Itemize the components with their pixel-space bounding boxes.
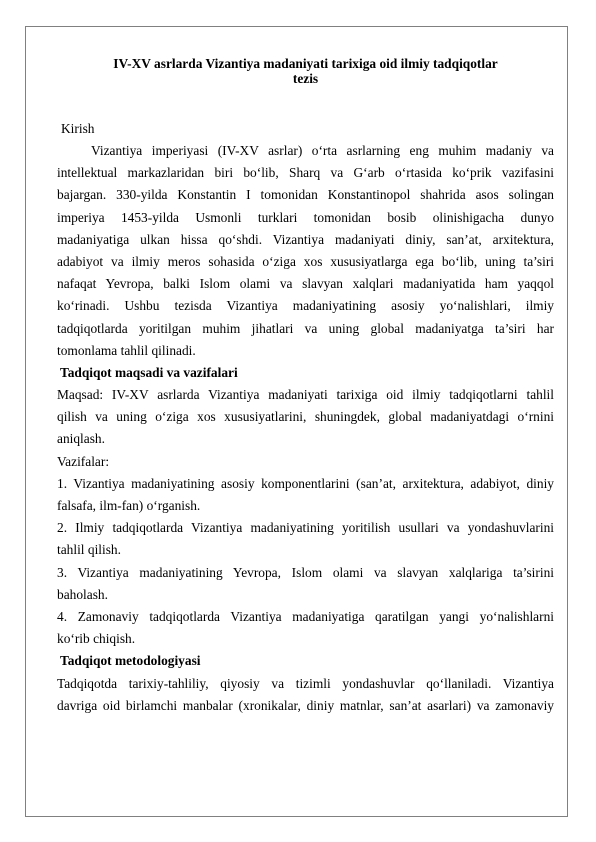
intro-line: imperiya 1453-yilda Usmonli turklari tomonidan bosib olinishigacha dunyo [57,209,554,225]
intro-line: ko‘rinadi. Ushbu tezisda Vizantiya madaniyatining asosiy yo‘nalishlari, ilmiy [57,298,554,314]
task-line: tahlil qilish. [57,542,121,558]
goal-line: Maqsad: IV-XV asrlarda Vizantiya madaniyati tarixiga oid ilmiy tadqiqotlarni tahlil [57,387,554,403]
document-body [57,55,554,717]
method-paragraph [57,673,554,717]
tasks-list [57,473,554,651]
method-line: davriga oid birlamchi manbalar (xronikalar, diniy matnlar, san’at asarlari) va zamonaviy [57,697,554,713]
tasks-label: Vazifalar: [57,453,110,469]
task-line: 2. Ilmiy tadqiqotlarda Vizantiya madaniyatining yoritilish usullari va yondashuvlarini [57,520,554,536]
intro-line: madaniyatiga ulkan hissa qo‘shdi. Vizantiya madaniyati diniy, san’at, arxitektura, [57,231,554,247]
task-line: baholash. [57,586,108,602]
intro-line: Vizantiya imperiyasi (IV-XV asrlar) o‘rta asrlarning eng muhim madaniy va [91,143,554,158]
goal-line: qilish va uning o‘ziga xos xususiyatlarini, shuningdek, global madaniyatdagi o‘rnini [57,409,554,425]
goal-line: aniqlash. [57,431,105,447]
intro-paragraph [57,140,554,362]
task-line: ko‘rib chiqish. [57,631,136,647]
goals-paragraph [57,384,554,451]
method-line: Tadqiqotda tarixiy-tahliliy, qiyosiy va tizimli yondashuvlar qo‘llaniladi. Vizantiya [57,675,554,691]
task-line: 1. Vizantiya madaniyatining asosiy komponentlarini (san’at, arxitektura, adabiyot, diniy [57,475,554,491]
task-line: falsafa, ilm-fan) o‘rganish. [57,498,201,513]
goals-heading: Tadqiqot maqsadi va vazifalari [60,364,238,380]
intro-line: bajargan. 330-yilda Konstantin I tomonidan Konstantinopol shahrida asos solingan [57,187,554,203]
intro-line: tomonlama tahlil qilinadi. [57,342,196,358]
intro-line: nafaqat Yevropa, balki Islom olami va slavyan xalqlari madaniyatida ham yaqqol [57,276,554,292]
document-title: IV-XV asrlarda Vizantiya madaniyati tarixiga oid ilmiy tadqiqotlar [113,56,498,71]
kirish-heading: Kirish [61,121,95,136]
intro-line: adabiyot va ilmiy meros sohasida o‘ziga xos xususiyatlarga ega bo‘lib, uning ta’siri [57,253,554,269]
document-subtitle: tezis [292,71,319,86]
task-line: 3. Vizantiya madaniyatining Yevropa, Islom olami va slavyan xalqlariga ta’sirini [57,564,554,580]
intro-line: tadqiqotlarda yoritilgan muhim jihatlari va uning global madaniyatga ta’siri har [57,320,554,336]
intro-line: intellektual markazlaridan biri bo‘lib, Sharq va G‘arb o‘rtasida ko‘prik vazifasini [57,165,554,181]
task-line: 4. Zamonaviy tadqiqotlarda Vizantiya madaniyatiga qaratilgan yangi yo‘nalishlarni [57,608,554,624]
method-heading: Tadqiqot metodologiyasi [60,653,201,669]
